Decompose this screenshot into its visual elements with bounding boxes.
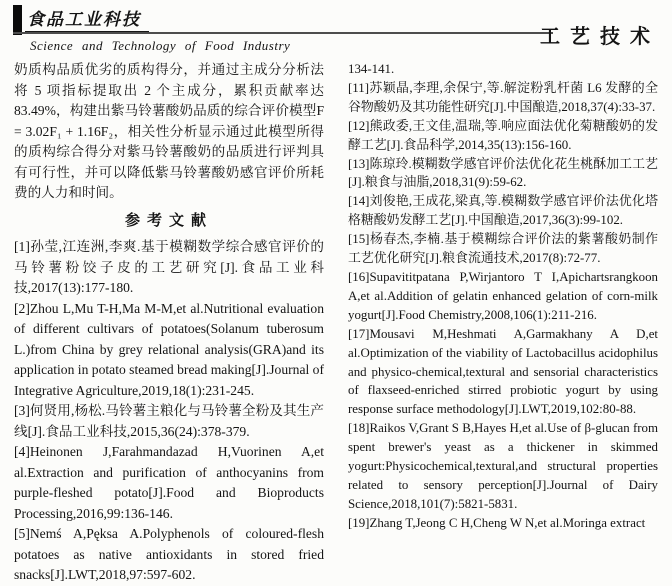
header-rule xyxy=(13,32,553,34)
reference-item: [3]何贤用,杨松.马铃薯主粮化与马铃薯全粉及其生产线[J].食品工业科技,2015,36(24):378-379. xyxy=(14,403,324,439)
journal-logo: 食品工业科技 xyxy=(25,5,149,33)
left-column xyxy=(14,60,324,582)
right-column xyxy=(348,60,658,530)
section-label: 工艺技术 xyxy=(540,26,660,48)
reference-item: [5]Nemś A,Pęksa A.Polyphenols of coloured-flesh potatoes as native antioxidants in stored fried snacks[J].LWT,2018,97:597-602. xyxy=(14,526,324,582)
logo-bar xyxy=(13,5,22,35)
references-list-left xyxy=(14,237,324,586)
reference-item: [12]熊政委,王文佳,温瑞,等.响应面法优化菊糖酸奶的发酵工艺[J].食品科学,2014,35(13):156-160. xyxy=(348,118,658,152)
reference-item: [15]杨春杰,李楠.基于模糊综合评价法的紫薯酸奶制作工艺优化研究[J].粮食流通技术,2017(8):72-77. xyxy=(348,232,658,266)
reference-item: [2]Zhou L,Mu T-H,Ma M-M,et al.Nutritional evaluation of different cultivars of potatoes(Solanum tuberosum L.)from China by grey relational analysis(GRA)and its application in potato steamed bread making[J].Journal of Integrative Agriculture,2019,18(1):231-245. xyxy=(14,300,324,398)
reference-item: [4]Heinonen J,Farahmandazad H,Vuorinen A,et al.Extraction and purification of anthocyanins from purple-fleshed potato[J].Food and Bioproducts Processing,2016,99:136-146. xyxy=(14,444,324,521)
reference-item: [17]Mousavi M,Heshmati A,Garmakhany A D,et al.Optimization of the viability of Lactobacillus acidophilus and physico-chemical,textural and sensorial characteristics of flaxseed-enriched stirred probiotic yogurt by using response surface methodology[J].LWT,2019,102:80-88. xyxy=(348,326,658,417)
journal-name-en: Science and Technology of Food Industry xyxy=(30,38,291,53)
references-heading: 参考文献 xyxy=(124,212,213,229)
abstract-continuation-paragraph: 奶质构品质优劣的质构得分，并通过主成分分析法将 5 项指标提取出 2 个主成分，累积贡献率达83.49%，构建出紫马铃薯酸奶品质的综合评价模型F = 3.02F₁ + 1.16F₂，相关性分析显示通过此模型所得的质构综合得分对紫马铃薯酸奶的品质进行评判具有可行性，并可以降低紫马铃薯酸奶感官评价所耗费的人力和时间。 xyxy=(14,62,324,200)
references-list-right xyxy=(348,79,658,533)
masthead xyxy=(0,0,672,60)
reference-item: [18]Raikos V,Grant S B,Hayes H,et al.Use of β-glucan from spent brewer's yeast as a thickener in skimmed yogurt:Physicochemical,textural,and structural properties related to sensory perception[J].Journal of Dairy Science,2018,101(7):5821-5831. xyxy=(348,421,658,511)
reference-item: [16]Supavititpatana P,Wirjantoro T I,Apichartsrangkoon A,et al.Addition of gelatin enhanced gelation of corn-milk yogurt[J].Food Chemistry,2008,106(1):211-216. xyxy=(348,269,658,322)
reference-item: [13]陈琼玲.模糊数学感官评价法优化花生桃酥加工工艺[J].粮食与油脂,2018,31(9):59-62. xyxy=(348,156,658,190)
reference-item: [1]孙莹,江连洲,李爽.基于模糊数学综合感官评价的马铃薯粉饺子皮的工艺研究[J].食品工业科技,2017(13):177-180. xyxy=(14,239,324,295)
reference-item: [19]Zhang T,Jeong C H,Cheng W N,et al.Moringa extract xyxy=(348,515,646,530)
reference-continuation: 134-141. xyxy=(348,62,395,76)
reference-item: [14]刘俊艳,王成花,梁真,等.模糊数学感官评价法优化塔格糖酸奶发酵工艺[J].中国酿造,2017,36(3):99-102. xyxy=(348,194,658,228)
reference-item: [11]苏颖晶,李理,余保宁,等.解淀粉乳杆菌 L6 发酵的全谷物酸奶及其功能性研究[J].中国酿造,2018,37(4):33-37. xyxy=(348,80,658,114)
two-column-body xyxy=(14,60,658,582)
